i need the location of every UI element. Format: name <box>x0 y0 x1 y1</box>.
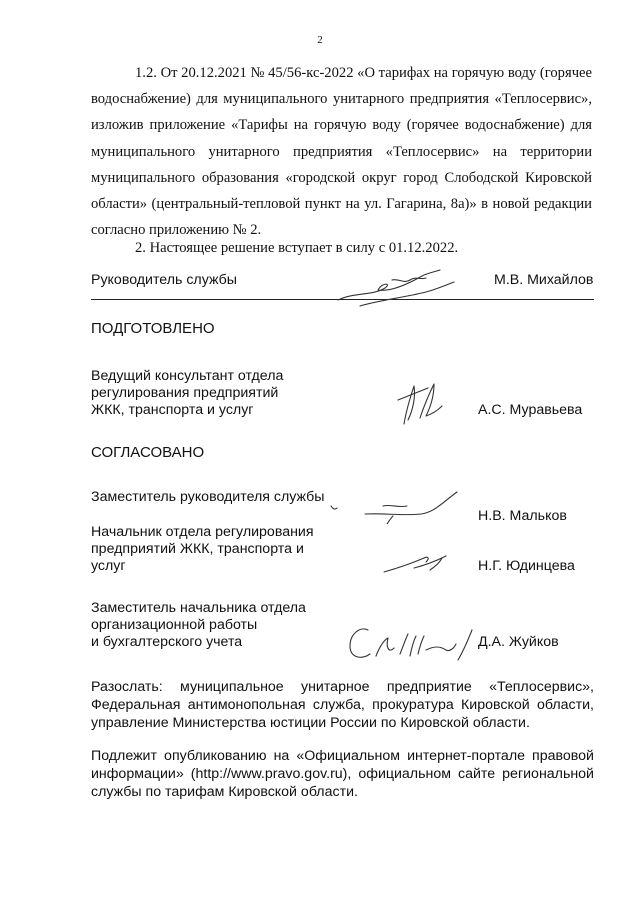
head-title: Руководитель службы <box>91 272 237 288</box>
prepared-position-line: ЖКК, транспорта и услуг <box>91 402 254 418</box>
signer-1-name: Н.В. Мальков <box>478 508 567 524</box>
prepared-name: А.С. Муравьева <box>478 402 583 418</box>
signer-2-position <box>91 524 314 575</box>
distribution-list: Разослать: муниципальное унитарное предприятие «Теплосервис», Федеральная антимонопольная служба, прокуратура Кировской области, управление Министерства юстиции России по Кировской области. <box>91 679 594 731</box>
page-number: 2 <box>317 34 323 46</box>
prepared-position-line: Ведущий консультант отдела <box>91 368 284 384</box>
signer-position-line: организационной работы <box>91 617 258 633</box>
signer-1-signature <box>325 484 475 524</box>
signer-2-name: Н.Г. Юдинцева <box>478 558 575 574</box>
signer-3-signature <box>340 616 480 666</box>
head-signature <box>330 262 470 312</box>
prepared-signature <box>390 378 450 430</box>
signer-position-line: Начальник отдела регулирования <box>91 524 314 540</box>
signer-2-signature <box>380 548 460 578</box>
signer-position-line: предприятий ЖКК, транспорта и <box>91 541 304 557</box>
prepared-heading: ПОДГОТОВЛЕНО <box>91 320 215 337</box>
signer-position-line: и бухгалтерского учета <box>91 634 243 650</box>
head-name: М.В. Михайлов <box>494 272 594 288</box>
prepared-position <box>91 368 283 419</box>
publication-note: Подлежит опубликованию на «Официальном интернет-портале правовой информации» (http://www.pravo.gov.ru), официальном сайте региональной службы по тарифам Кировской области. <box>91 748 594 800</box>
clause-2: 2. Настоящее решение вступает в силу с 01.12.2022. <box>135 240 459 256</box>
signer-3-name: Д.А. Жуйков <box>478 634 559 650</box>
prepared-position-line: регулирования предприятий <box>91 385 279 401</box>
signer-position-line: услуг <box>91 558 126 574</box>
signer-3-position <box>91 600 306 651</box>
signer-position-line: Заместитель руководителя службы <box>91 489 325 505</box>
signer-1-position <box>91 489 325 506</box>
clause-1-2: 1.2. От 20.12.2021 № 45/56-кс-2022 «О тарифах на горячую воду (горячее водоснабжение) для муниципального унитарного предприятия «Теплосервис», изложив приложение «Тарифы на горячую воду (горячее водоснабжение) для муниципального унитарного предприятия «Теплосервис» на территории муниципального образования «городской округ город Слободской Кировской области» (центральный-тепловой пункт на ул. Гагарина, 8а)» в новой редакции согласно приложению № 2. <box>91 65 592 239</box>
agreed-heading: СОГЛАСОВАНО <box>91 444 205 461</box>
signer-position-line: Заместитель начальника отдела <box>91 600 306 616</box>
